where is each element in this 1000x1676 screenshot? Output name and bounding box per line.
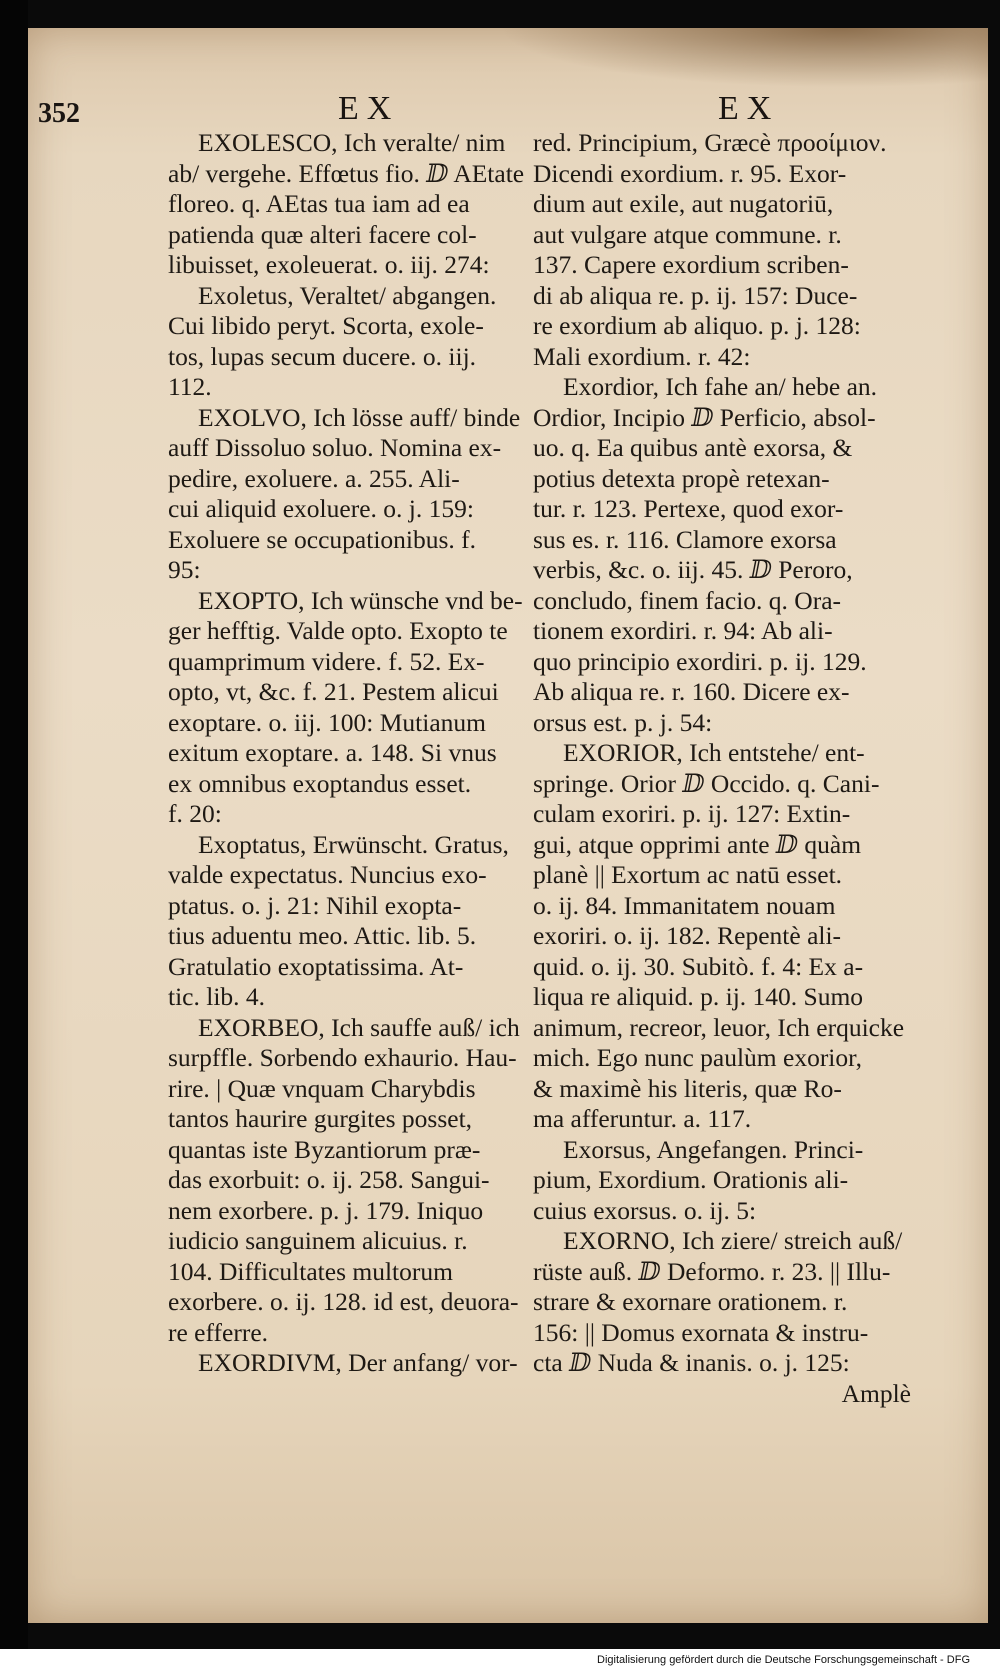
text-line: Exoletus, Veraltet/ abgangen. xyxy=(198,280,497,310)
text-line: Dicendi exordium. r. 95. Exor- xyxy=(533,158,847,188)
page-header xyxy=(28,90,988,130)
text-line: exitum exoptare. a. 148. Si vnus xyxy=(168,738,497,767)
text-line: Exorsus, Angefangen. Princi- xyxy=(563,1134,864,1164)
text-line: Exordior, Ich fahe an/ hebe an. xyxy=(563,372,878,401)
text-line: liqua re aliquid. p. ij. 140. Sumo xyxy=(533,982,864,1011)
text-line: Ab aliqua re. r. 160. Dicere ex- xyxy=(533,677,850,706)
text-line: 95: xyxy=(168,555,201,584)
text-line: sus es. r. 116. Clamore exorsa xyxy=(533,524,837,554)
text-line: strare & exornare orationem. r. xyxy=(533,1287,848,1316)
text-line: ab/ vergehe. Effœtus fio. ⅅ AEtate xyxy=(168,158,525,188)
text-line: aut vulgare atque commune. r. xyxy=(533,219,842,249)
text-line: quid. o. ij. 30. Subitò. f. 4: Ex a- xyxy=(533,951,864,981)
text-line: EXORIOR, Ich entstehe/ ent- xyxy=(563,738,865,767)
text-line: orsus est. p. j. 54: xyxy=(533,707,713,737)
right-guide-word: EX xyxy=(718,90,780,127)
text-line: tos, lupas secum ducere. o. iij. xyxy=(168,341,477,371)
dfg-credit: Digitalisierung gefördert durch die Deutsche Forschungsgemeinschaft - DFG xyxy=(597,1654,970,1666)
text-line: EXORNO, Ich ziere/ streich auß/ xyxy=(563,1226,903,1255)
text-line: red. Principium, Græcè προοίμιον. xyxy=(533,128,887,157)
text-line: quantas iste Byzantiorum præ- xyxy=(168,1134,481,1164)
book-page xyxy=(28,28,988,1623)
text-line: Mali exordium. r. 42: xyxy=(533,341,751,371)
text-line: cui aliquid exoluere. o. j. 159: xyxy=(168,494,474,523)
text-line: re exordium ab aliquo. p. j. 128: xyxy=(533,311,861,340)
left-guide-word: EX xyxy=(338,90,400,127)
text-line: di ab aliqua re. p. ij. 157: Duce- xyxy=(533,280,858,310)
footer-bar xyxy=(0,1649,1000,1676)
text-line: tic. lib. 4. xyxy=(168,982,266,1011)
text-line: verbis, &c. o. iij. 45. ⅅ Peroro, xyxy=(533,555,853,584)
text-line: tionem exordiri. r. 94: Ab ali- xyxy=(533,616,833,645)
text-line: quamprimum videre. f. 52. Ex- xyxy=(168,646,485,676)
text-line: EXOLESCO, Ich veralte/ nim xyxy=(198,128,506,157)
text-line: 104. Difficultates multorum xyxy=(168,1256,453,1286)
text-line: f. 20: xyxy=(168,799,222,828)
text-line: cta ⅅ Nuda & inanis. o. j. 125: xyxy=(533,1348,850,1377)
text-line: exoptare. o. iij. 100: Mutianum xyxy=(168,707,486,737)
text-line: EXOLVO, Ich lösse auff/ binde xyxy=(198,402,521,432)
text-line: ger hefftig. Valde opto. Exopto te xyxy=(168,616,508,645)
page-number: 352 xyxy=(38,98,80,129)
text-line: springe. Orior ⅅ Occido. q. Cani- xyxy=(533,768,880,798)
text-line: exorbere. o. ij. 128. id est, deuora- xyxy=(168,1287,519,1316)
text-line: cuius exorsus. o. ij. 5: xyxy=(533,1195,757,1225)
text-line: Ordior, Incipio ⅅ Perficio, absol- xyxy=(533,402,876,432)
left-column xyxy=(168,128,548,1379)
text-line: animum, recreor, leuor, Ich erquicke xyxy=(533,1012,905,1042)
text-line: ex omnibus exoptandus esset. xyxy=(168,768,472,798)
text-line: nem exorbere. p. j. 179. Iniquo xyxy=(168,1195,484,1225)
text-line: opto, vt, &c. f. 21. Pestem alicui xyxy=(168,677,499,706)
text-line: auff Dissoluo soluo. Nomina ex- xyxy=(168,433,502,462)
text-line: planè || Exortum ac natū esset. xyxy=(533,860,843,889)
text-line: Gratulatio exoptatissima. At- xyxy=(168,951,464,981)
text-line: mich. Ego nunc paulùm exorior, xyxy=(533,1043,862,1072)
text-line: EXOPTO, Ich wünsche vnd be- xyxy=(198,585,523,615)
text-line: floreo. q. AEtas tua iam ad ea xyxy=(168,189,470,218)
text-line: 137. Capere exordium scriben- xyxy=(533,250,849,279)
text-line: surpffle. Sorbendo exhaurio. Hau- xyxy=(168,1043,517,1072)
text-line: & maximè his literis, quæ Ro- xyxy=(533,1073,842,1103)
text-line: gui, atque opprimi ante ⅅ quàm xyxy=(533,829,862,859)
text-line: Exoptatus, Erwünscht. Gratus, xyxy=(198,829,509,859)
text-line: iudicio sanguinem alicuius. r. xyxy=(168,1226,468,1255)
text-line: Cui libido peryt. Scorta, exole- xyxy=(168,311,484,340)
text-line: dium aut exile, aut nugatoriū, xyxy=(533,189,834,218)
text-line: pedire, exoluere. a. 255. Ali- xyxy=(168,463,460,493)
text-line: rire. | Quæ vnquam Charybdis xyxy=(168,1073,476,1103)
text-line: 112. xyxy=(168,372,212,401)
text-line: valde expectatus. Nuncius exo- xyxy=(168,860,487,889)
text-line: EXORBEO, Ich sauffe auß/ ich xyxy=(198,1012,520,1042)
text-line: quo principio exordiri. p. ij. 129. xyxy=(533,646,867,676)
page-stain xyxy=(498,28,988,88)
text-line: tur. r. 123. Pertexe, quod exor- xyxy=(533,494,844,523)
text-line: libuisset, exoleuerat. o. iij. 274: xyxy=(168,250,490,279)
text-line: culam exoriri. p. ij. 127: Extin- xyxy=(533,799,851,828)
text-line: das exorbuit: o. ij. 258. Sangui- xyxy=(168,1165,490,1194)
text-line: potius detexta propè retexan- xyxy=(533,463,830,493)
text-line: uo. q. Ea quibus antè exorsa, & xyxy=(533,433,853,462)
text-line: pium, Exordium. Orationis ali- xyxy=(533,1165,849,1194)
text-line: tantos haurire gurgites posset, xyxy=(168,1104,473,1133)
binding-edge xyxy=(0,0,28,1676)
text-line: concludo, finem facio. q. Ora- xyxy=(533,585,842,615)
text-line: re efferre. xyxy=(168,1317,269,1347)
text-line: tius aduentu meo. Attic. lib. 5. xyxy=(168,921,477,950)
text-line: ma afferuntur. a. 117. xyxy=(533,1104,752,1133)
text-line: exoriri. o. ij. 182. Repentè ali- xyxy=(533,921,842,950)
right-column xyxy=(533,128,913,1409)
text-line: 156: || Domus exornata & instru- xyxy=(533,1317,869,1347)
text-line: Exoluere se occupationibus. f. xyxy=(168,524,477,554)
text-line: Amplè xyxy=(841,1378,911,1408)
text-line: rüste auß. ⅅ Deformo. r. 23. || Illu- xyxy=(533,1256,891,1286)
text-line: o. ij. 84. Immanitatem nouam xyxy=(533,890,836,920)
text-line: EXORDIVM, Der anfang/ vor- xyxy=(198,1348,518,1377)
text-line: ptatus. o. j. 21: Nihil exopta- xyxy=(168,890,462,920)
text-line: patienda quæ alteri facere col- xyxy=(168,219,477,249)
